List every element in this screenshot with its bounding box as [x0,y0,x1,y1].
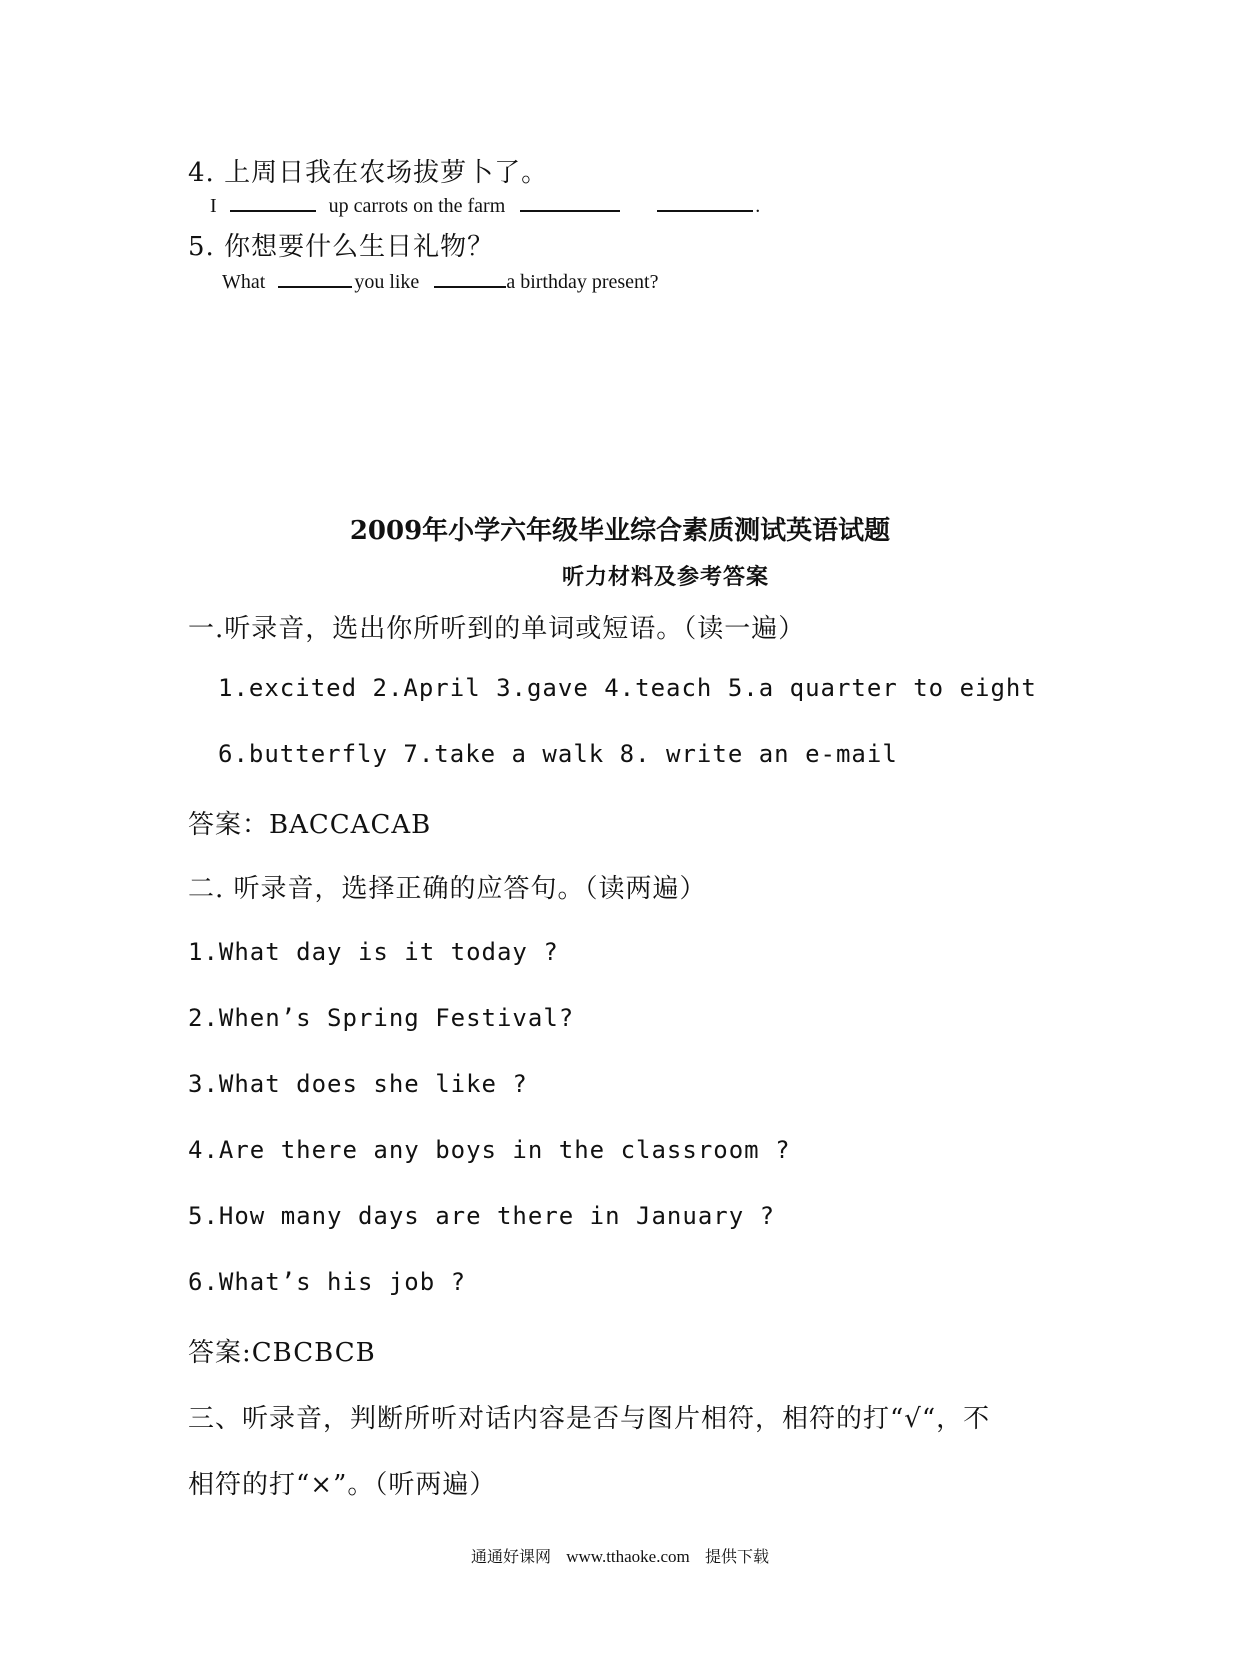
section2-item-5: 5.How many days are there in January ? [188,1202,776,1230]
q5-english [222,268,658,294]
section2-item-2: 2.When’s Spring Festival? [188,1004,575,1032]
q4-english [210,192,760,218]
page-footer [0,1544,1240,1567]
section2-item-6: 6.What’s his job ? [188,1268,467,1296]
section2-heading: 二. 听录音，选择正确的应答句。（读两遍） [188,874,707,904]
q4-text-c: . [755,195,761,217]
q5-blank-2 [434,268,506,288]
q4-chinese: 4. 上周日我在农场拔萝卜了。 [188,158,549,188]
section2-item-1: 1.What day is it today ? [188,938,559,966]
footer-note: 提供下载 [705,1547,770,1566]
section1-line1: 1.excited 2.April 3.gave 4.teach 5.a quarter to eight [218,674,1037,702]
q5-text-c: a birthday present? [506,271,659,293]
page-title: 2009年小学六年级毕业综合素质测试英语试题 [349,516,891,546]
section1-heading: 一.听录音，选出你所听到的单词或短语。（读一遍） [188,614,806,644]
footer-site-name: 通通好课网 [470,1547,551,1566]
section1-answer: 答案：BACCACAB [188,810,432,840]
q5-text-a: What [222,271,266,293]
section3-line2: 相符的打“×”。（听两遍） [188,1470,497,1500]
q5-chinese: 5. 你想要什么生日礼物？ [188,232,495,262]
section2-item-3: 3.What does she like ? [188,1070,528,1098]
q5-blank-1 [278,268,352,288]
q4-text-b: up carrots on the farm [328,195,506,217]
q4-blank-1 [230,192,316,212]
footer-url[interactable]: www.tthaoke.com [566,1547,690,1566]
section1-line2: 6.butterfly 7.take a walk 8. write an e-mail [218,740,898,768]
page-subtitle: 听力材料及参考答案 [562,564,770,590]
q5-text-b: you like [354,271,420,293]
q4-blank-3 [657,192,753,212]
section2-item-4: 4.Are there any boys in the classroom ? [188,1136,791,1164]
q4-text-a: I [210,195,217,217]
section2-answer: 答案:CBCBCB [188,1338,376,1368]
q4-blank-2 [520,192,620,212]
section3-line1: 三、听录音，判断所听对话内容是否与图片相符，相符的打“√“，不 [188,1404,991,1434]
